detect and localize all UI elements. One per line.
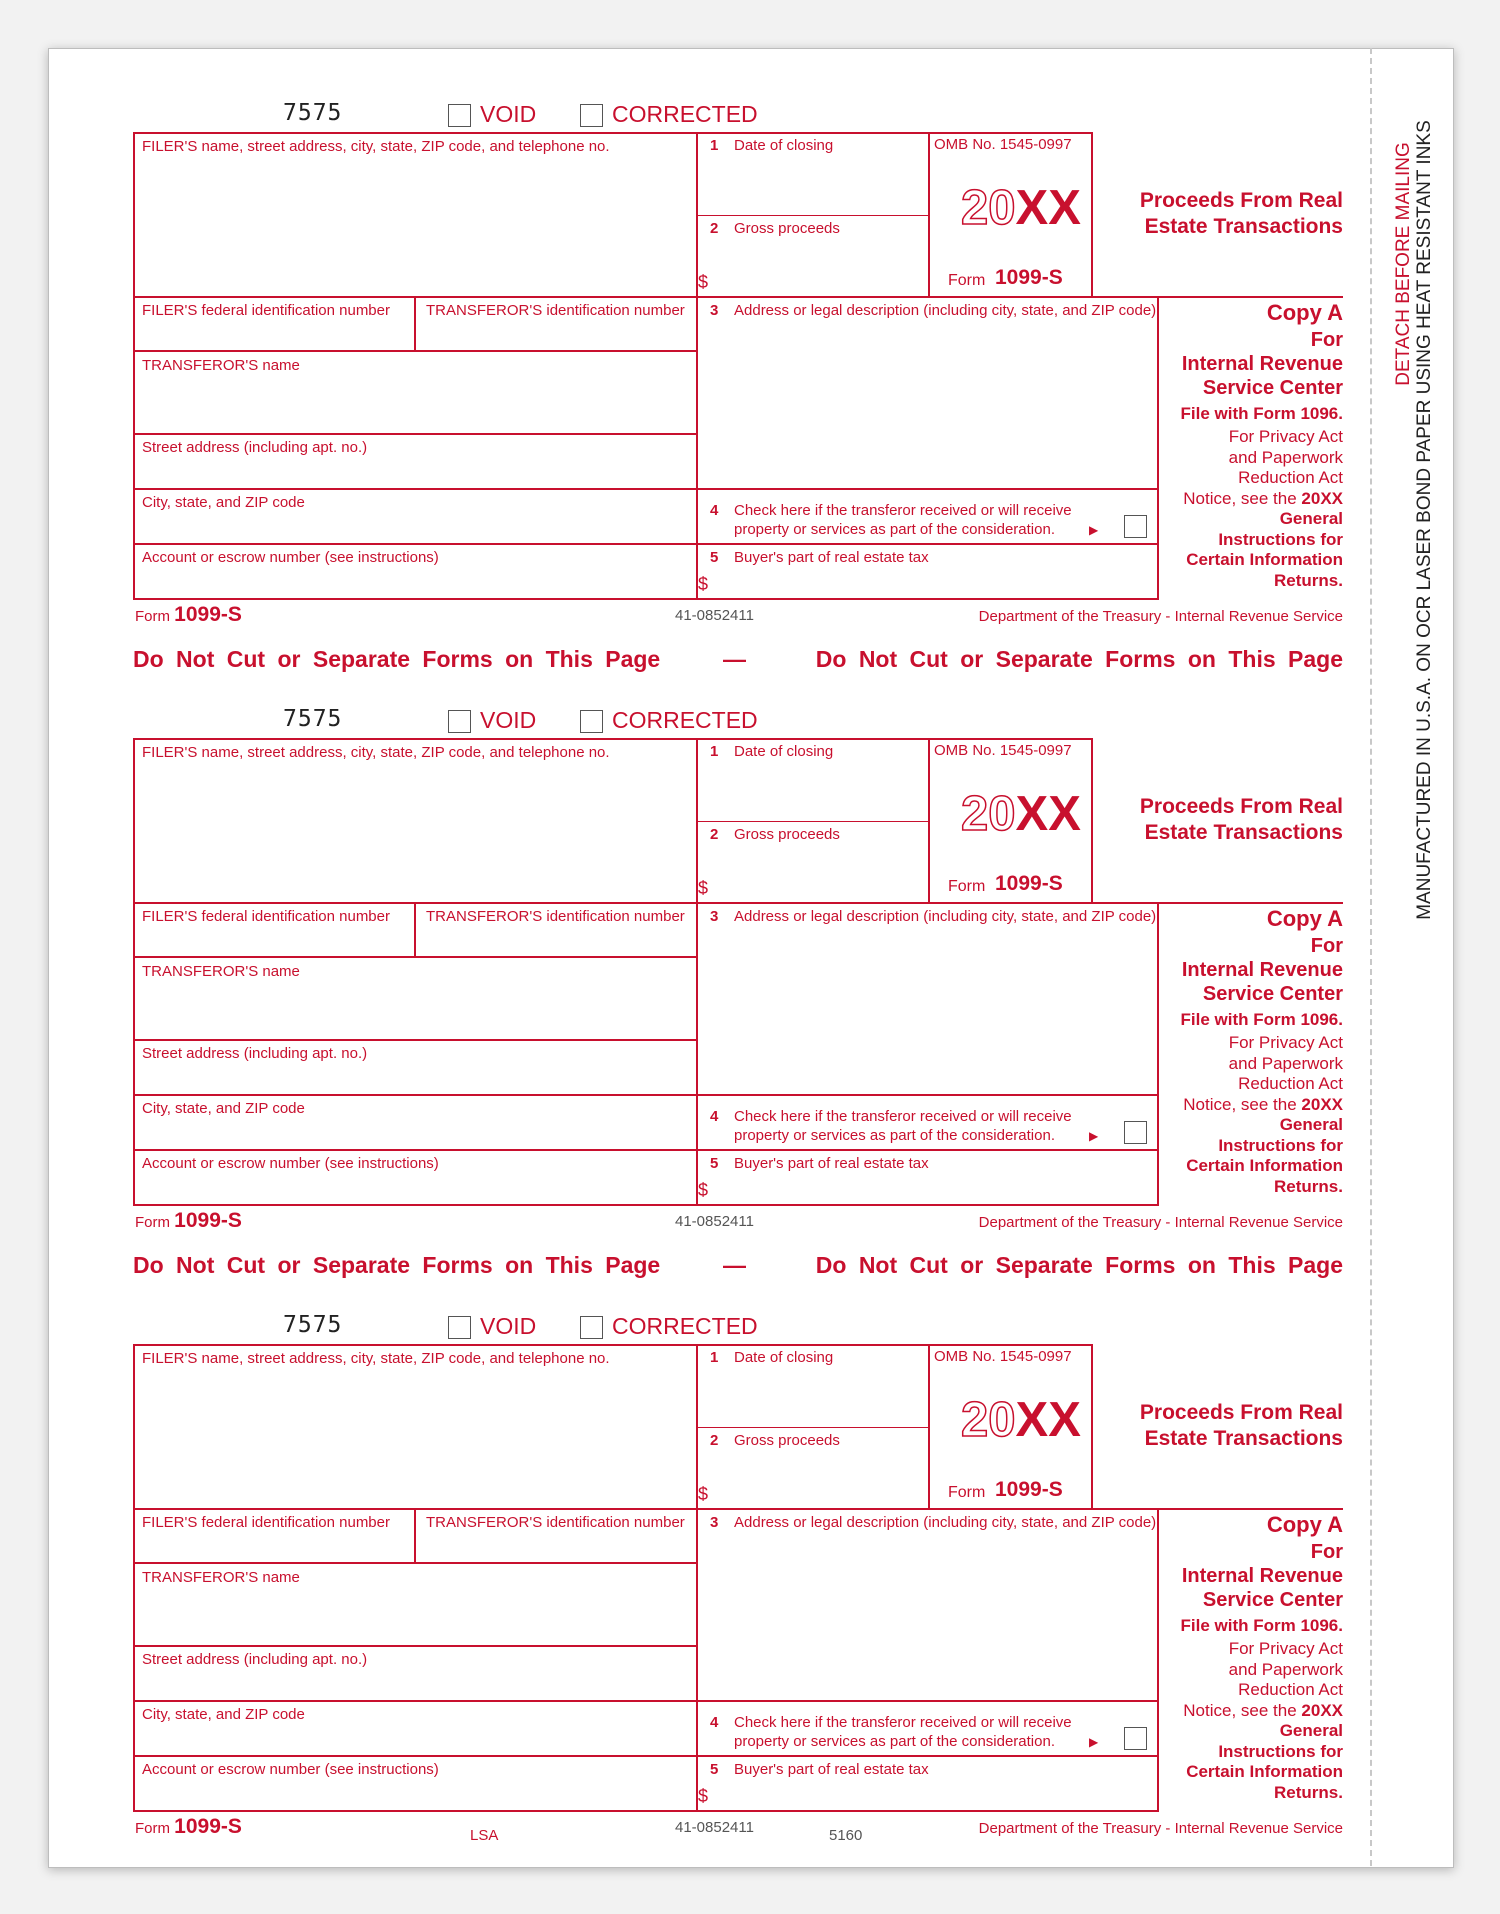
grid-line — [133, 1700, 1158, 1702]
grid-line — [133, 296, 1343, 298]
grid-line — [928, 1344, 930, 1509]
filer-fin-label: FILER'S federal identification number — [142, 302, 390, 319]
street-address-label: Street address (including apt. no.) — [142, 1651, 368, 1668]
box4-label: 4 Check here if the transferor received or will receive — [710, 502, 1072, 519]
grid-line — [133, 1094, 1158, 1096]
box2-label: 2 Gross proceeds — [710, 826, 840, 843]
form-name: 1099-S — [995, 872, 1063, 895]
corrected-checkbox[interactable] — [580, 104, 603, 127]
treasury-department: Department of the Treasury - Internal Revenue Service — [978, 1820, 1343, 1837]
grid-line — [1091, 738, 1093, 903]
arrow-icon: ▶ — [1089, 1735, 1099, 1749]
grid-line — [696, 821, 928, 822]
account-number-label: Account or escrow number (see instructions) — [142, 1155, 439, 1172]
form-title: Proceeds From Real Estate Transactions — [1139, 1401, 1343, 1450]
account-number-label: Account or escrow number (see instructions) — [142, 549, 439, 566]
grid-line — [1091, 1344, 1093, 1509]
copy-a-instructions: Copy A For Internal Revenue Service Center File with Form 1096. For Privacy Act and Paperwork Reduction Act Notice, see the 20XX General Instructions for Certain Information Returns. — [1180, 1512, 1343, 1802]
form-copy-1 — [133, 96, 1343, 652]
grid-line — [1157, 1508, 1159, 1812]
grid-line — [133, 1344, 1093, 1346]
grid-line — [696, 1344, 698, 1812]
form-code: 7575 — [283, 706, 343, 732]
transferor-id-label: TRANSFEROR'S identification number — [426, 302, 685, 319]
box3-label: 3 Address or legal description (including city, state, and ZIP code) — [710, 302, 1157, 319]
form-code: 7575 — [283, 1312, 343, 1338]
grid-line — [133, 543, 1158, 545]
form-word: Form — [948, 272, 986, 289]
transferor-id-label: TRANSFEROR'S identification number — [426, 908, 685, 925]
grid-line — [133, 1645, 696, 1647]
corrected-label: CORRECTED — [612, 101, 758, 127]
box1-label: 1 Date of closing — [710, 743, 834, 760]
form-code: 7575 — [283, 100, 343, 126]
box2-dollar-sign: $ — [698, 1484, 709, 1504]
grid-line — [133, 1810, 1158, 1812]
transferor-name-label: TRANSFEROR'S name — [142, 1569, 300, 1586]
grid-line — [696, 132, 698, 600]
box4-label-line2: property or services as part of the consideration. — [734, 521, 1055, 538]
form-word: Form — [948, 878, 986, 895]
void-checkbox[interactable] — [448, 710, 471, 733]
box5-label: 5 Buyer's part of real estate tax — [710, 549, 929, 566]
lsa-label: LSA — [470, 1827, 499, 1844]
grid-line — [133, 1039, 696, 1041]
city-state-zip-label: City, state, and ZIP code — [142, 1100, 305, 1117]
transferor-id-label: TRANSFEROR'S identification number — [426, 1514, 685, 1531]
grid-line — [1091, 132, 1093, 297]
footer-form: Form 1099-S — [135, 1815, 242, 1838]
form-code-5160: 5160 — [829, 1827, 863, 1844]
grid-line — [414, 902, 416, 957]
box1-label: 1 Date of closing — [710, 137, 834, 154]
filer-name-label: FILER'S name, street address, city, state, ZIP code, and telephone no. — [142, 744, 610, 761]
box5-label: 5 Buyer's part of real estate tax — [710, 1761, 929, 1778]
box2-label: 2 Gross proceeds — [710, 1432, 840, 1449]
form-copy-2 — [133, 702, 1343, 1258]
transferor-name-label: TRANSFEROR'S name — [142, 357, 300, 374]
corrected-checkbox[interactable] — [580, 1316, 603, 1339]
box3-label: 3 Address or legal description (including city, state, and ZIP code) — [710, 1514, 1157, 1531]
grid-line — [133, 132, 1093, 134]
box4-checkbox[interactable] — [1124, 1727, 1147, 1750]
grid-line — [133, 902, 1343, 904]
footer-form: Form 1099-S — [135, 603, 242, 626]
tax-year: 20XX — [961, 181, 1081, 235]
grid-line — [696, 215, 928, 216]
city-state-zip-label: City, state, and ZIP code — [142, 1706, 305, 1723]
form-name: 1099-S — [995, 1478, 1063, 1501]
grid-line — [133, 738, 1093, 740]
footer-form: Form 1099-S — [135, 1209, 242, 1232]
form-title: Proceeds From Real Estate Transactions — [1139, 795, 1343, 844]
grid-line — [414, 1508, 416, 1563]
box4-label-line2: property or services as part of the consideration. — [734, 1733, 1055, 1750]
form-title: Proceeds From Real Estate Transactions — [1139, 189, 1343, 238]
form-name: 1099-S — [995, 266, 1063, 289]
corrected-label: CORRECTED — [612, 707, 758, 733]
copy-a-instructions: Copy A For Internal Revenue Service Center File with Form 1096. For Privacy Act and Paperwork Reduction Act Notice, see the 20XX General Instructions for Certain Information Returns. — [1180, 906, 1343, 1196]
box3-label: 3 Address or legal description (including city, state, and ZIP code) — [710, 908, 1157, 925]
form-copy-3 — [133, 1308, 1343, 1864]
grid-line — [133, 1508, 1343, 1510]
void-label: VOID — [480, 1313, 537, 1339]
filer-name-label: FILER'S name, street address, city, state, ZIP code, and telephone no. — [142, 138, 610, 155]
grid-line — [696, 1427, 928, 1428]
box4-label-line2: property or services as part of the consideration. — [734, 1127, 1055, 1144]
box4-label: 4 Check here if the transferor received or will receive — [710, 1714, 1072, 1731]
transferor-name-label: TRANSFEROR'S name — [142, 963, 300, 980]
tax-year: 20XX — [961, 1393, 1081, 1447]
form-word: Form — [948, 1484, 986, 1501]
box1-label: 1 Date of closing — [710, 1349, 834, 1366]
box4-checkbox[interactable] — [1124, 1121, 1147, 1144]
tax-year: 20XX — [961, 787, 1081, 841]
catalog-number: 41-0852411 — [675, 607, 754, 624]
catalog-number: 41-0852411 — [675, 1213, 754, 1230]
grid-line — [133, 132, 135, 600]
grid-line — [928, 132, 930, 297]
box2-dollar-sign: $ — [698, 878, 709, 898]
grid-line — [1157, 296, 1159, 600]
filer-fin-label: FILER'S federal identification number — [142, 908, 390, 925]
grid-line — [133, 1344, 135, 1812]
corrected-label: CORRECTED — [612, 1313, 758, 1339]
arrow-icon: ▶ — [1089, 1129, 1099, 1143]
grid-line — [928, 738, 930, 903]
filer-fin-label: FILER'S federal identification number — [142, 1514, 390, 1531]
street-address-label: Street address (including apt. no.) — [142, 439, 368, 456]
detach-notice: DETACH BEFORE MAILING — [1393, 142, 1414, 386]
void-label: VOID — [480, 707, 537, 733]
void-label: VOID — [480, 101, 537, 127]
box2-dollar-sign: $ — [698, 272, 709, 292]
catalog-number: 41-0852411 — [675, 1819, 754, 1836]
box4-checkbox[interactable] — [1124, 515, 1147, 538]
city-state-zip-label: City, state, and ZIP code — [142, 494, 305, 511]
grid-line — [133, 1149, 1158, 1151]
corrected-checkbox[interactable] — [580, 710, 603, 733]
grid-line — [133, 598, 1158, 600]
box5-dollar-sign: $ — [698, 574, 709, 594]
grid-line — [1157, 902, 1159, 1206]
box5-label: 5 Buyer's part of real estate tax — [710, 1155, 929, 1172]
grid-line — [133, 1204, 1158, 1206]
grid-line — [414, 296, 416, 351]
void-checkbox[interactable] — [448, 104, 471, 127]
arrow-icon: ▶ — [1089, 523, 1099, 537]
grid-line — [133, 488, 1158, 490]
grid-line — [133, 738, 135, 1206]
street-address-label: Street address (including apt. no.) — [142, 1045, 368, 1062]
omb-number: OMB No. 1545-0997 — [934, 742, 1072, 759]
treasury-department: Department of the Treasury - Internal Revenue Service — [978, 1214, 1343, 1231]
account-number-label: Account or escrow number (see instructions) — [142, 1761, 439, 1778]
copy-a-instructions: Copy A For Internal Revenue Service Center File with Form 1096. For Privacy Act and Paperwork Reduction Act Notice, see the 20XX General Instructions for Certain Information Returns. — [1180, 300, 1343, 590]
void-checkbox[interactable] — [448, 1316, 471, 1339]
treasury-department: Department of the Treasury - Internal Revenue Service — [978, 608, 1343, 625]
omb-number: OMB No. 1545-0997 — [934, 1348, 1072, 1365]
manufacturer-notice: MANUFACTURED IN U.S.A. ON OCR LASER BOND PAPER USING HEAT RESISTANT INKS — [1414, 120, 1435, 920]
omb-number: OMB No. 1545-0997 — [934, 136, 1072, 153]
box5-dollar-sign: $ — [698, 1786, 709, 1806]
box2-label: 2 Gross proceeds — [710, 220, 840, 237]
perforation-line — [1370, 48, 1372, 1866]
grid-line — [133, 1755, 1158, 1757]
grid-line — [133, 433, 696, 435]
filer-name-label: FILER'S name, street address, city, state, ZIP code, and telephone no. — [142, 1350, 610, 1367]
box4-label: 4 Check here if the transferor received or will receive — [710, 1108, 1072, 1125]
box5-dollar-sign: $ — [698, 1180, 709, 1200]
grid-line — [696, 738, 698, 1206]
